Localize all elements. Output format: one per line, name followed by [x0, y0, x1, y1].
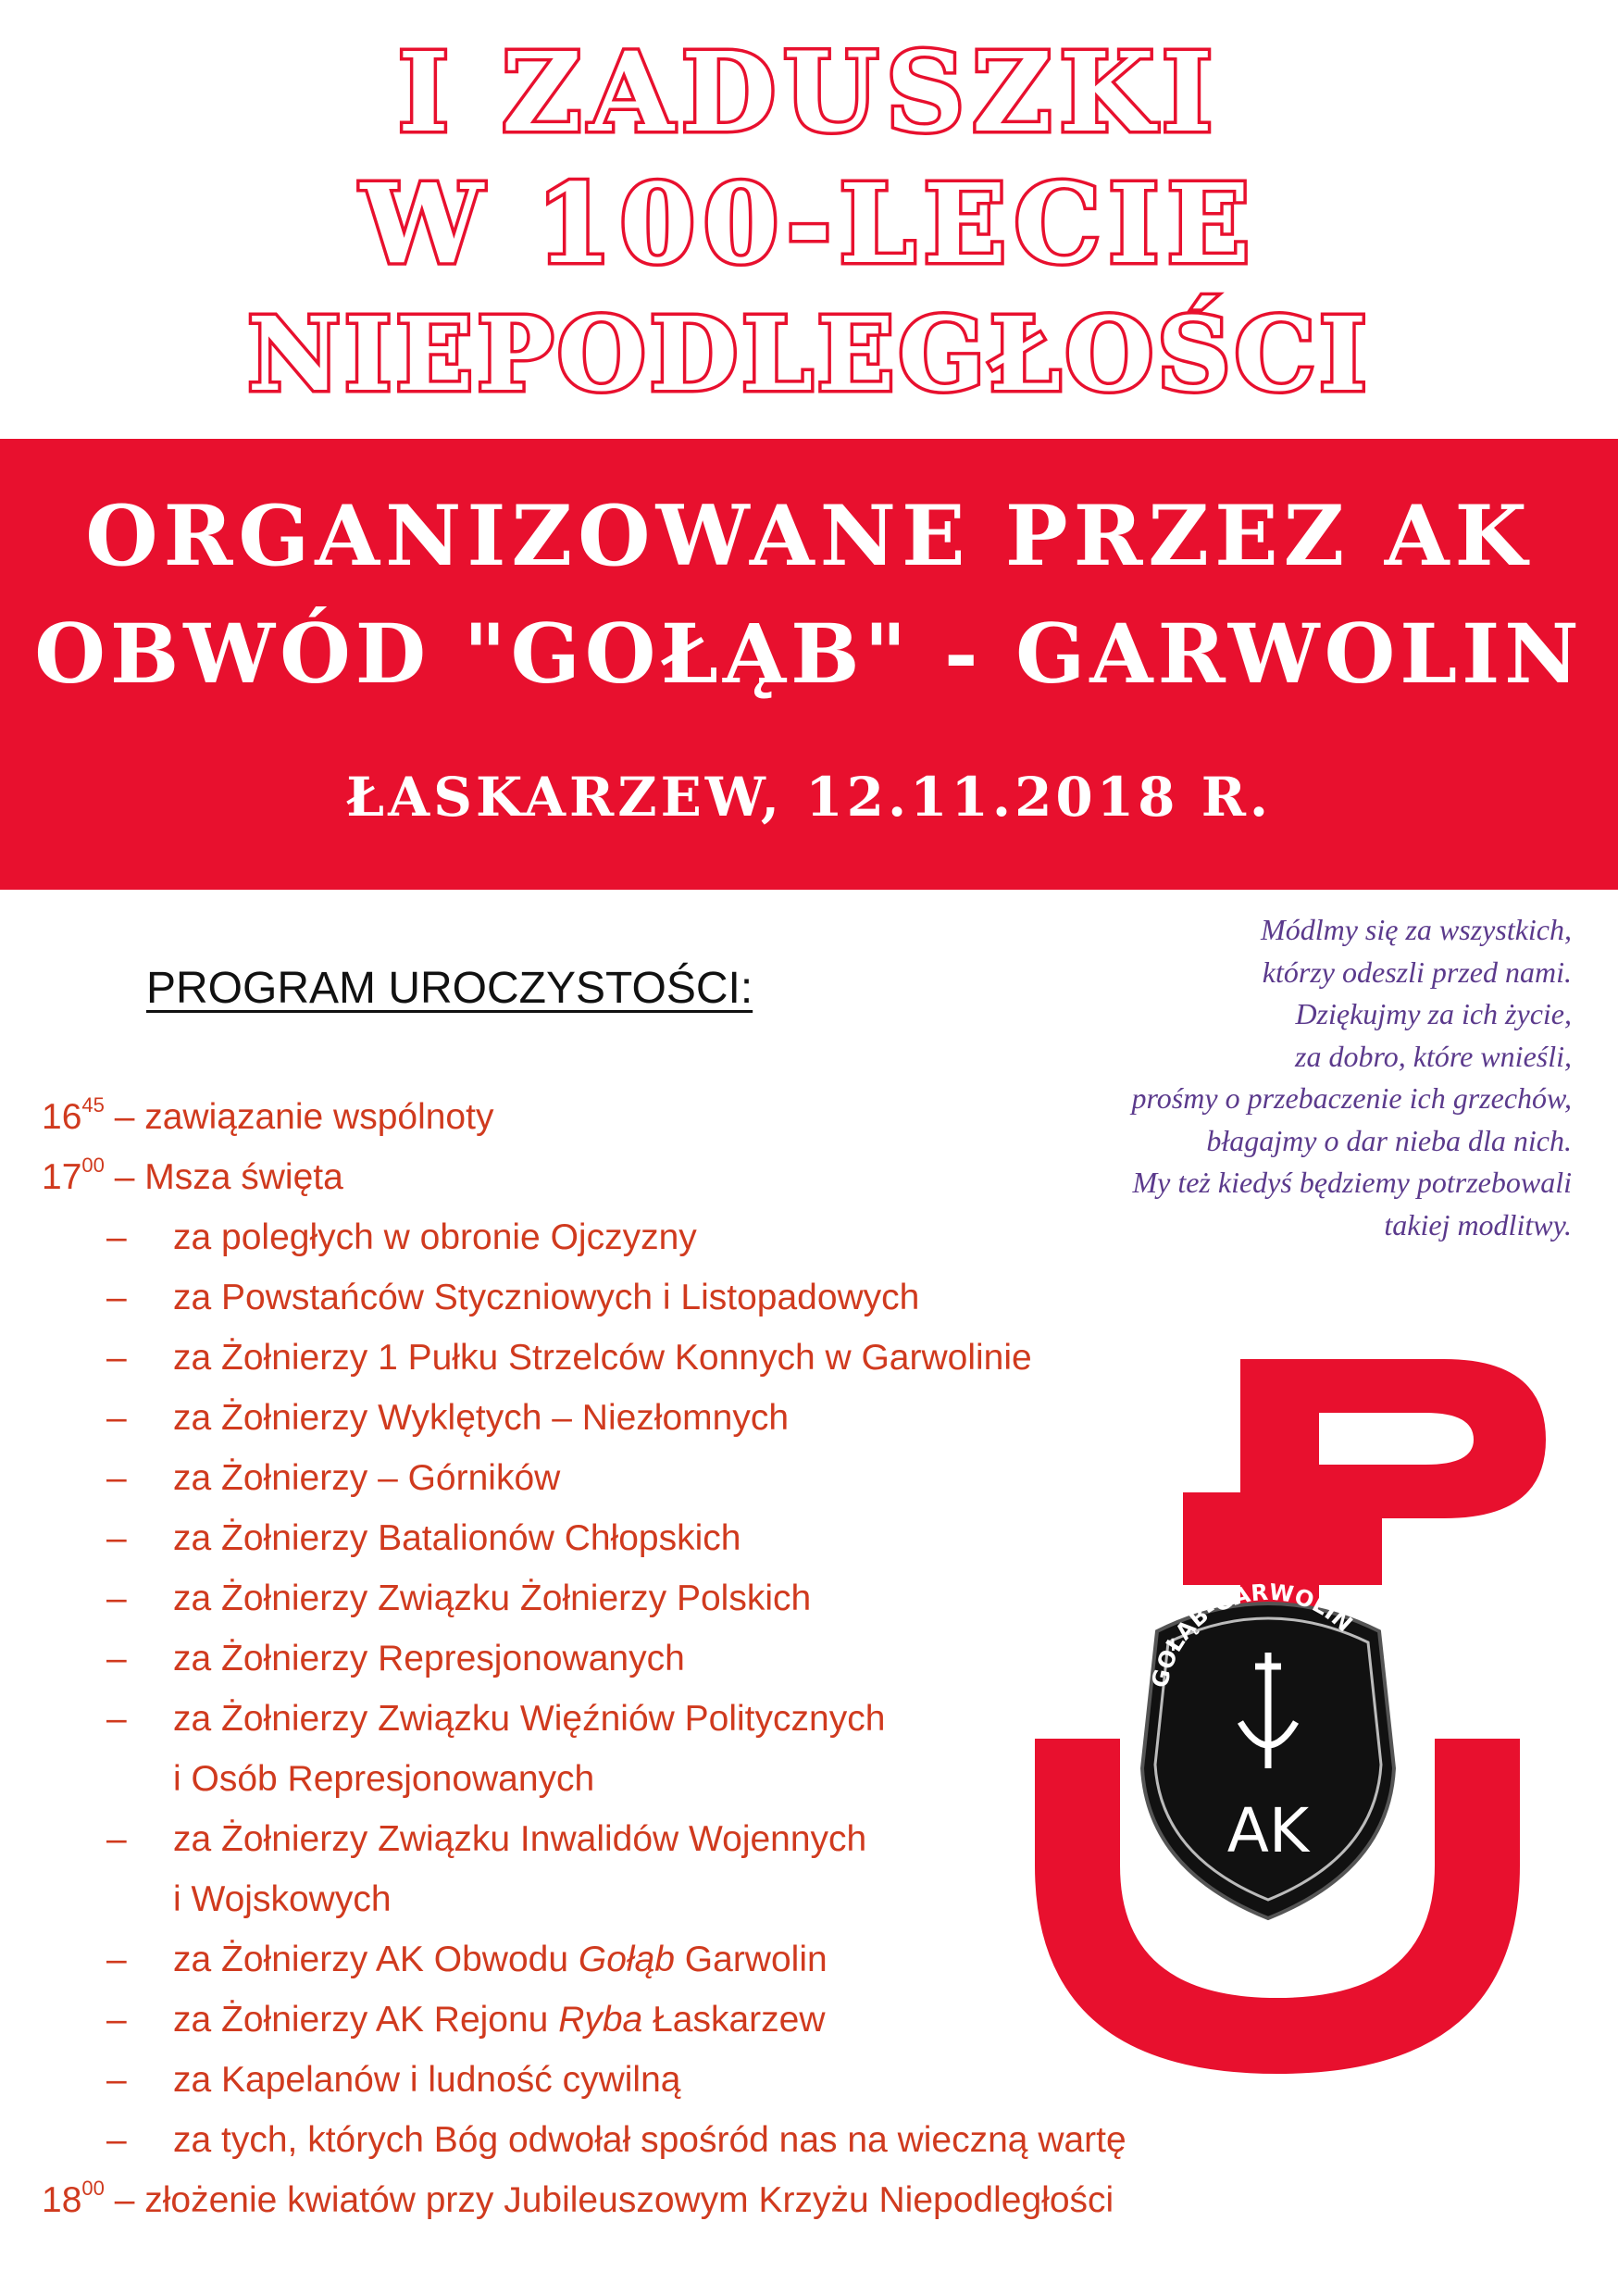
- intention-text-italic: Ryba: [558, 2000, 643, 2040]
- list-dash: –: [106, 1819, 127, 1859]
- intention-item: [106, 1398, 789, 1439]
- list-dash: –: [106, 1940, 127, 1979]
- intention-text-cont: i Wojskowych: [173, 1879, 392, 1919]
- list-dash: –: [106, 1458, 127, 1498]
- place-date: ŁASKARZEW, 12.11.2018 R.: [345, 766, 1273, 829]
- intention-text: za Powstańców Styczniowych i Listopadowych: [173, 1278, 920, 1317]
- list-dash: –: [106, 2060, 127, 2100]
- program-event-1700: [42, 1154, 343, 1198]
- intention-item: [106, 1639, 685, 1679]
- list-dash: –: [106, 1518, 127, 1558]
- intention-text: za tych, których Bóg odwołał spośród nas na wieczną wartę: [173, 2120, 1126, 2160]
- intention-text: za Żołnierzy Związku Żołnierzy Polskich: [173, 1578, 812, 1618]
- title-line-1: I ZADUSZKI: [397, 28, 1221, 156]
- prayer-line: takiej modlitwy.: [1384, 1207, 1572, 1242]
- intention-continuation: [106, 1759, 594, 1800]
- list-dash: –: [106, 1278, 127, 1317]
- prayer-line: Dziękujmy za ich życie,: [1295, 997, 1572, 1030]
- organizer-line-1: ORGANIZOWANE PRZEZ AK: [85, 487, 1533, 585]
- intention-item: [106, 1217, 697, 1258]
- intention-item: [106, 1699, 885, 1740]
- prayer-line: którzy odeszli przed nami.: [1262, 955, 1572, 989]
- badge-ak-letters: AK: [1226, 1795, 1310, 1866]
- intention-text: za poległych w obronie Ojczyzny: [173, 1217, 697, 1257]
- intention-text: za Kapelanów i ludność cywilną: [173, 2060, 681, 2100]
- program-event-1645: [42, 1093, 494, 1138]
- intention-item: [106, 1518, 741, 1559]
- list-dash: –: [106, 1398, 127, 1438]
- intention-text: za Żołnierzy AK Obwodu: [173, 1940, 579, 1979]
- intention-text: za Żołnierzy Związku Więźniów Politycznych: [173, 1699, 886, 1739]
- list-dash: –: [106, 1639, 127, 1678]
- badge-arc-text: GOŁĄB-GARWOLIN: [1146, 1578, 1358, 1691]
- event-hour: 18: [42, 2180, 82, 2220]
- title-line-3: NIEPODLEGŁOŚCI: [247, 294, 1371, 414]
- intention-text: Garwolin: [674, 1940, 828, 1979]
- intention-text: za Żołnierzy Represjonowanych: [173, 1639, 685, 1678]
- intention-text: za Żołnierzy Batalionów Chłopskich: [173, 1518, 741, 1558]
- intention-text: za Żołnierzy – Górników: [173, 1458, 561, 1498]
- program-heading: PROGRAM UROCZYSTOŚCI:: [146, 964, 753, 1013]
- intention-item: [106, 1338, 1032, 1379]
- intention-item: [106, 1278, 919, 1318]
- event-text: – Msza święta: [114, 1157, 343, 1197]
- prayer-line: błagajmy o dar nieba dla nich.: [1206, 1123, 1572, 1157]
- intention-continuation: [106, 1879, 392, 1920]
- event-minutes: 00: [81, 1154, 105, 1177]
- event-minutes: 45: [81, 1093, 105, 1117]
- intention-text: za Żołnierzy 1 Pułku Strzelców Konnych w Garwolinie: [173, 1338, 1032, 1378]
- prayer-line: My też kiedyś będziemy potrzebowali: [1132, 1166, 1572, 1199]
- intention-item: [106, 2000, 826, 2040]
- list-dash: –: [106, 1578, 127, 1618]
- title-line-2: W 100-LECIE: [360, 159, 1258, 288]
- intention-text: za Żołnierzy Wyklętych – Niezłomnych: [173, 1398, 790, 1438]
- organizer-line-2: OBWÓD "GOŁĄB" - GARWOLIN: [34, 605, 1584, 702]
- list-dash: –: [106, 2000, 127, 2040]
- prayer-line: Módlmy się za wszystkich,: [1261, 913, 1572, 946]
- intention-item: [106, 1578, 811, 1619]
- program-event-1800: [42, 2177, 1114, 2221]
- event-text: – zawiązanie wspólnoty: [114, 1097, 494, 1137]
- intention-text: za Żołnierzy Związku Inwalidów Wojennych: [173, 1819, 867, 1859]
- list-dash: –: [106, 1217, 127, 1257]
- intention-text-italic: Gołąb: [578, 1940, 675, 1979]
- intention-text: za Żołnierzy AK Rejonu: [173, 2000, 559, 2040]
- intention-item: [106, 2120, 1126, 2161]
- event-text: – złożenie kwiatów przy Jubileuszowym Krzyżu Niepodległości: [114, 2180, 1114, 2220]
- event-hour: 16: [42, 1097, 82, 1137]
- intention-item: [106, 1819, 866, 1860]
- intention-item: [106, 2060, 680, 2101]
- list-dash: –: [106, 2120, 127, 2160]
- list-dash: –: [106, 1699, 127, 1739]
- intention-text-cont: i Osób Represjonowanych: [173, 1759, 595, 1799]
- prayer-line: za dobro, które wnieśli,: [1295, 1039, 1572, 1073]
- event-hour: 17: [42, 1157, 82, 1197]
- intention-item: [106, 1940, 828, 1980]
- prayer-text: [813, 909, 1572, 1246]
- prayer-line: prośmy o przebaczenie ich grzechów,: [1131, 1081, 1572, 1115]
- list-dash: –: [106, 1338, 127, 1378]
- event-minutes: 00: [81, 2177, 105, 2200]
- intention-item: [106, 1458, 560, 1499]
- kotwica-anchor-icon: [963, 1333, 1592, 2102]
- organizer-band: [0, 439, 1618, 890]
- golab-garwolin-badge-icon: [1142, 1578, 1394, 1918]
- intention-text: Łaskarzew: [642, 2000, 826, 2040]
- kotwica-crossbar: [1183, 1492, 1382, 1585]
